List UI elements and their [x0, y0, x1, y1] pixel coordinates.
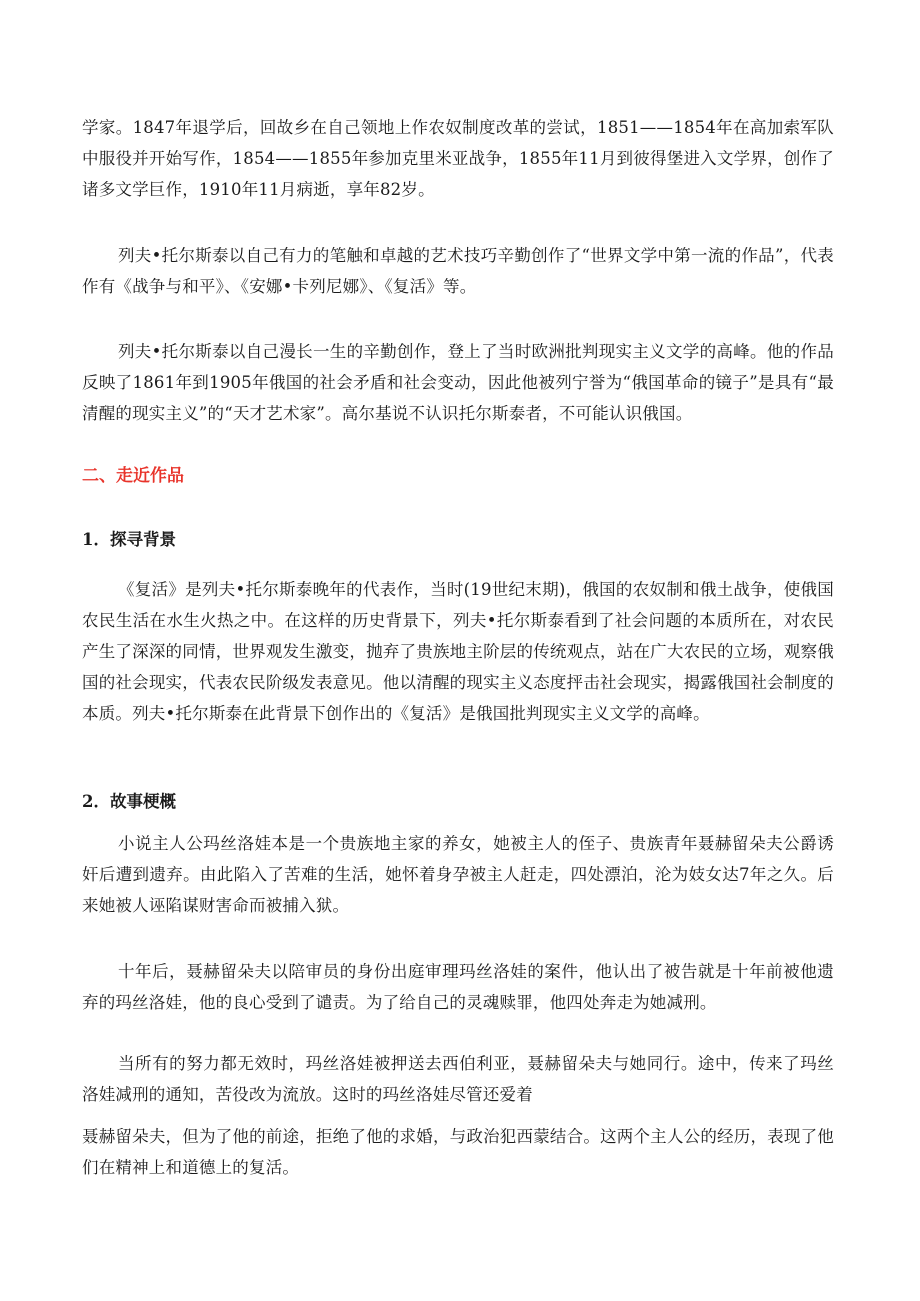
paragraph-synopsis-3: 当所有的努力都无效时，玛丝洛娃被押送去西伯利亚，聂赫留朵夫与她同行。途中，传来了玛丝洛娃减刑的通知，苦役改为流放。这时的玛丝洛娃尽管还爱着	[82, 1054, 834, 1104]
subheading-background: 1．探寻背景	[82, 530, 176, 549]
subheading-synopsis: 2．故事梗概	[82, 792, 176, 811]
paragraph-synopsis-1: 小说主人公玛丝洛娃本是一个贵族地主家的养女，她被主人的侄子、贵族青年聂赫留朵夫公爵诱奸后遭到遗弃。由此陷入了苦难的生活，她怀着身孕被主人赶走，四处漂泊，沦为妓女达7年之久。后来她被人诬陷谋财害命而被捕入狱。	[82, 834, 834, 915]
section-heading: 二、走近作品	[82, 466, 184, 486]
paragraph-major-works: 列夫•托尔斯泰以自己有力的笔触和卓越的艺术技巧辛勤创作了“世界文学中第一流的作品”，代表作有《战争与和平》、《安娜•卡列尼娜》、《复活》等。	[82, 246, 834, 296]
paragraph-synopsis-4: 聂赫留朵夫，但为了他的前途，拒绝了他的求婚，与政治犯西蒙结合。这两个主人公的经历，表现了他们在精神上和道德上的复活。	[82, 1127, 834, 1177]
paragraph-background: 《复活》是列夫•托尔斯泰晚年的代表作，当时(19世纪末期)，俄国的农奴制和俄土战争，使俄国农民生活在水生火热之中。在这样的历史背景下，列夫•托尔斯泰看到了社会问题的本质所在，对农民产生了深深的同情，世界观发生激变，抛弃了贵族地主阶层的传统观点，站在广大农民的立场，观察俄国的社会现实，代表农民阶级发表意见。他以清醒的现实主义态度抨击社会现实，揭露俄国社会制度的本质。列夫•托尔斯泰在此背景下创作出的《复活》是俄国批判现实主义文学的高峰。	[82, 580, 834, 723]
paragraph-synopsis-2: 十年后，聂赫留朵夫以陪审员的身份出庭审理玛丝洛娃的案件，他认出了被告就是十年前被他遗弃的玛丝洛娃，他的良心受到了谴责。为了给自己的灵魂赎罪，他四处奔走为她减刑。	[82, 962, 834, 1012]
paragraph-biography: 学家。1847年退学后，回故乡在自己领地上作农奴制度改革的尝试，1851——1854年在高加索军队中服役并开始写作，1854——1855年参加克里米亚战争，1855年11月到彼得堡进入文学界，创作了诸多文学巨作，1910年11月病逝，享年82岁。	[82, 118, 834, 199]
paragraph-literary-peak: 列夫•托尔斯泰以自己漫长一生的辛勤创作，登上了当时欧洲批判现实主义文学的高峰。他的作品反映了1861年到1905年俄国的社会矛盾和社会变动，因此他被列宁誉为“俄国革命的镜子”是具有“最清醒的现实主义”的“天才艺术家”。高尔基说不认识托尔斯泰者，不可能认识俄国。	[82, 342, 834, 423]
